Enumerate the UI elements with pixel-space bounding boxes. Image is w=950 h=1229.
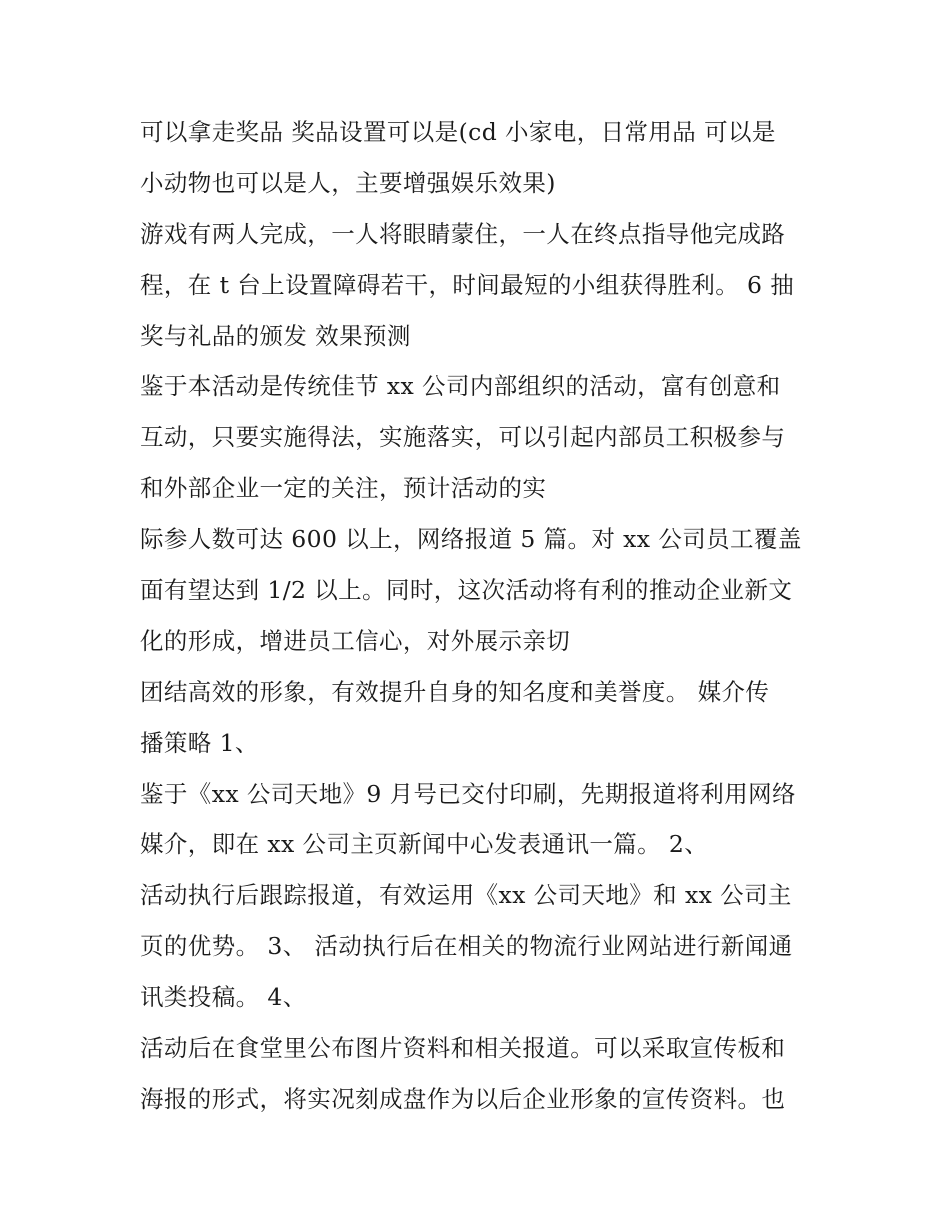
text-line: 鉴于《xx 公司天地》9 月号已交付印刷，先期报道将利用网络 — [140, 779, 796, 808]
text-line: 讯类投稿。 4、 — [140, 983, 307, 1012]
text-line: 和外部企业一定的关注，预计活动的实 — [140, 474, 547, 503]
text-line: 播策略 1、 — [140, 728, 259, 757]
text-line: 游戏有两人完成，一人将眼睛蒙住，一人在终点指导他完成路 — [140, 219, 786, 248]
text-line: 可以拿走奖品 奖品设置可以是(cd 小家电，日常用品 可以是 — [140, 118, 776, 146]
text-line: 小动物也可以是人，主要增强娱乐效果) — [140, 168, 556, 197]
text-line: 海报的形式，将实况刻成盘作为以后企业形象的宣传资料。也 — [140, 1084, 786, 1113]
text-line: 团结高效的形象，有效提升自身的知名度和美誉度。 媒介传 — [140, 677, 770, 706]
text-line: 媒介，即在 xx 公司主页新闻中心发表通讯一篇。 2、 — [140, 830, 709, 859]
text-line: 奖与礼品的颁发 效果预测 — [140, 321, 411, 350]
text-line: 际参人数可达 600 以上，网络报道 5 篇。对 xx 公司员工覆盖 — [140, 525, 802, 554]
text-line: 程，在 t 台上设置障碍若干，时间最短的小组获得胜利。 6 抽 — [140, 270, 795, 299]
text-line: 面有望达到 1/2 以上。同时，这次活动将有利的推动企业新文 — [140, 576, 793, 605]
text-line: 化的形成，增进员工信心，对外展示亲切 — [140, 626, 571, 655]
text-line: 互动，只要实施得法，实施落实，可以引起内部员工积极参与 — [140, 423, 786, 452]
body-text — [140, 107, 820, 1125]
text-line: 活动后在食堂里公布图片资料和相关报道。可以采取宣传板和 — [140, 1034, 786, 1063]
text-line: 活动执行后跟踪报道，有效运用《xx 公司天地》和 xx 公司主 — [140, 881, 792, 910]
text-line: 鉴于本活动是传统佳节 xx 公司内部组织的活动，富有创意和 — [140, 372, 781, 401]
text-line: 页的优势。 3、 活动执行后在相关的物流行业网站进行新闻通 — [140, 932, 793, 961]
